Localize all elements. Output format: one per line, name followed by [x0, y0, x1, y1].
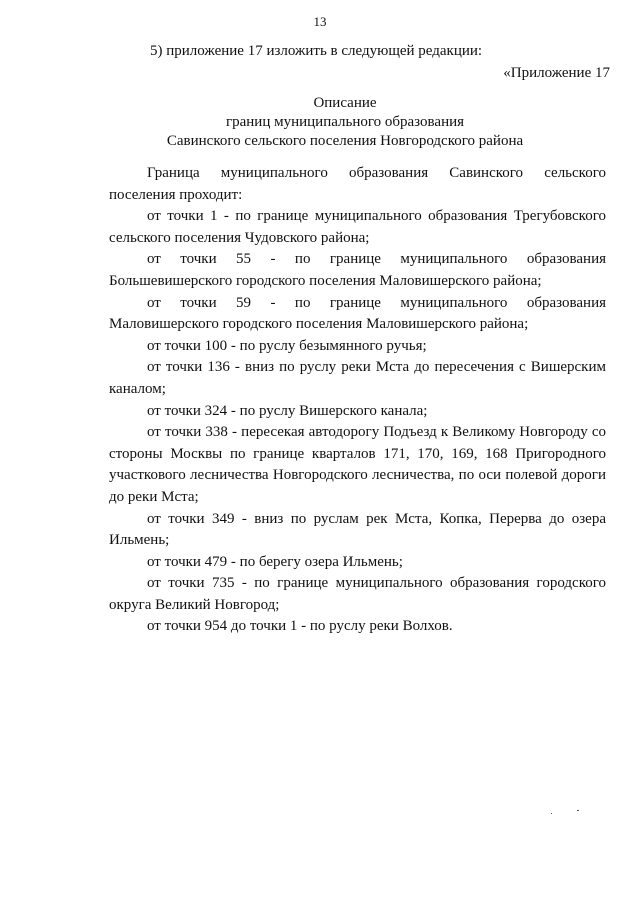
paragraph-intro: Граница муниципального образования Савинского сельского поселения проходит: — [109, 165, 606, 203]
heading-subtitle-2: Савинского сельского поселения Новгородского района — [166, 133, 524, 149]
paragraph-point-136: от точки 136 - вниз по руслу реки Мста до пересечения с Вишерским каналом; — [109, 359, 606, 397]
paragraph-point-100: от точки 100 - по руслу безымянного ручья; — [147, 337, 427, 354]
paragraph-point-954: от точки 954 до точки 1 - по руслу реки Волхов. — [147, 618, 453, 635]
paragraph-point-479: от точки 479 - по берегу озера Ильмень; — [147, 553, 403, 570]
boundary-description — [109, 163, 606, 638]
document-heading — [0, 94, 640, 151]
paragraph-point-324: от точки 324 - по руслу Вишерского канала; — [147, 402, 428, 419]
page-number: 13 — [313, 14, 327, 29]
appendix-label: «Приложение 17 — [503, 65, 610, 81]
paragraph-point-59: от точки 59 - по границе муниципального образования Маловишерского городского поселения Маловишерского района; — [109, 294, 606, 333]
paragraph-point-1: от точки 1 - по границе муниципального образования Трегубовского сельского поселения Чудовского района; — [109, 208, 606, 246]
heading-subtitle: границ муниципального образования — [225, 114, 465, 130]
scan-speck-marks — [551, 810, 581, 820]
paragraph-point-735: от точки 735 - по границе муниципального образования городского округа Великий Новгород; — [109, 575, 606, 613]
paragraph-point-349: от точки 349 - вниз по руслам рек Мста, Копка, Перерва до озера Ильмень; — [109, 510, 606, 549]
heading-title: Описание — [313, 95, 377, 111]
paragraph-point-55: от точки 55 - по границе муниципального образования Большевишерского городского поселения Маловишерского района; — [109, 251, 606, 289]
paragraph-point-338: от точки 338 - пересекая автодорогу Подъезд к Великому Новгороду со стороны Москвы по границе кварталов 171, 170, 169, 168 Пригородного участкового лесничества Новгородского лесничества, по оси полевой дороги до реки Мста; — [109, 424, 606, 505]
intro-line: 5) приложение 17 изложить в следующей редакции: — [150, 43, 483, 59]
